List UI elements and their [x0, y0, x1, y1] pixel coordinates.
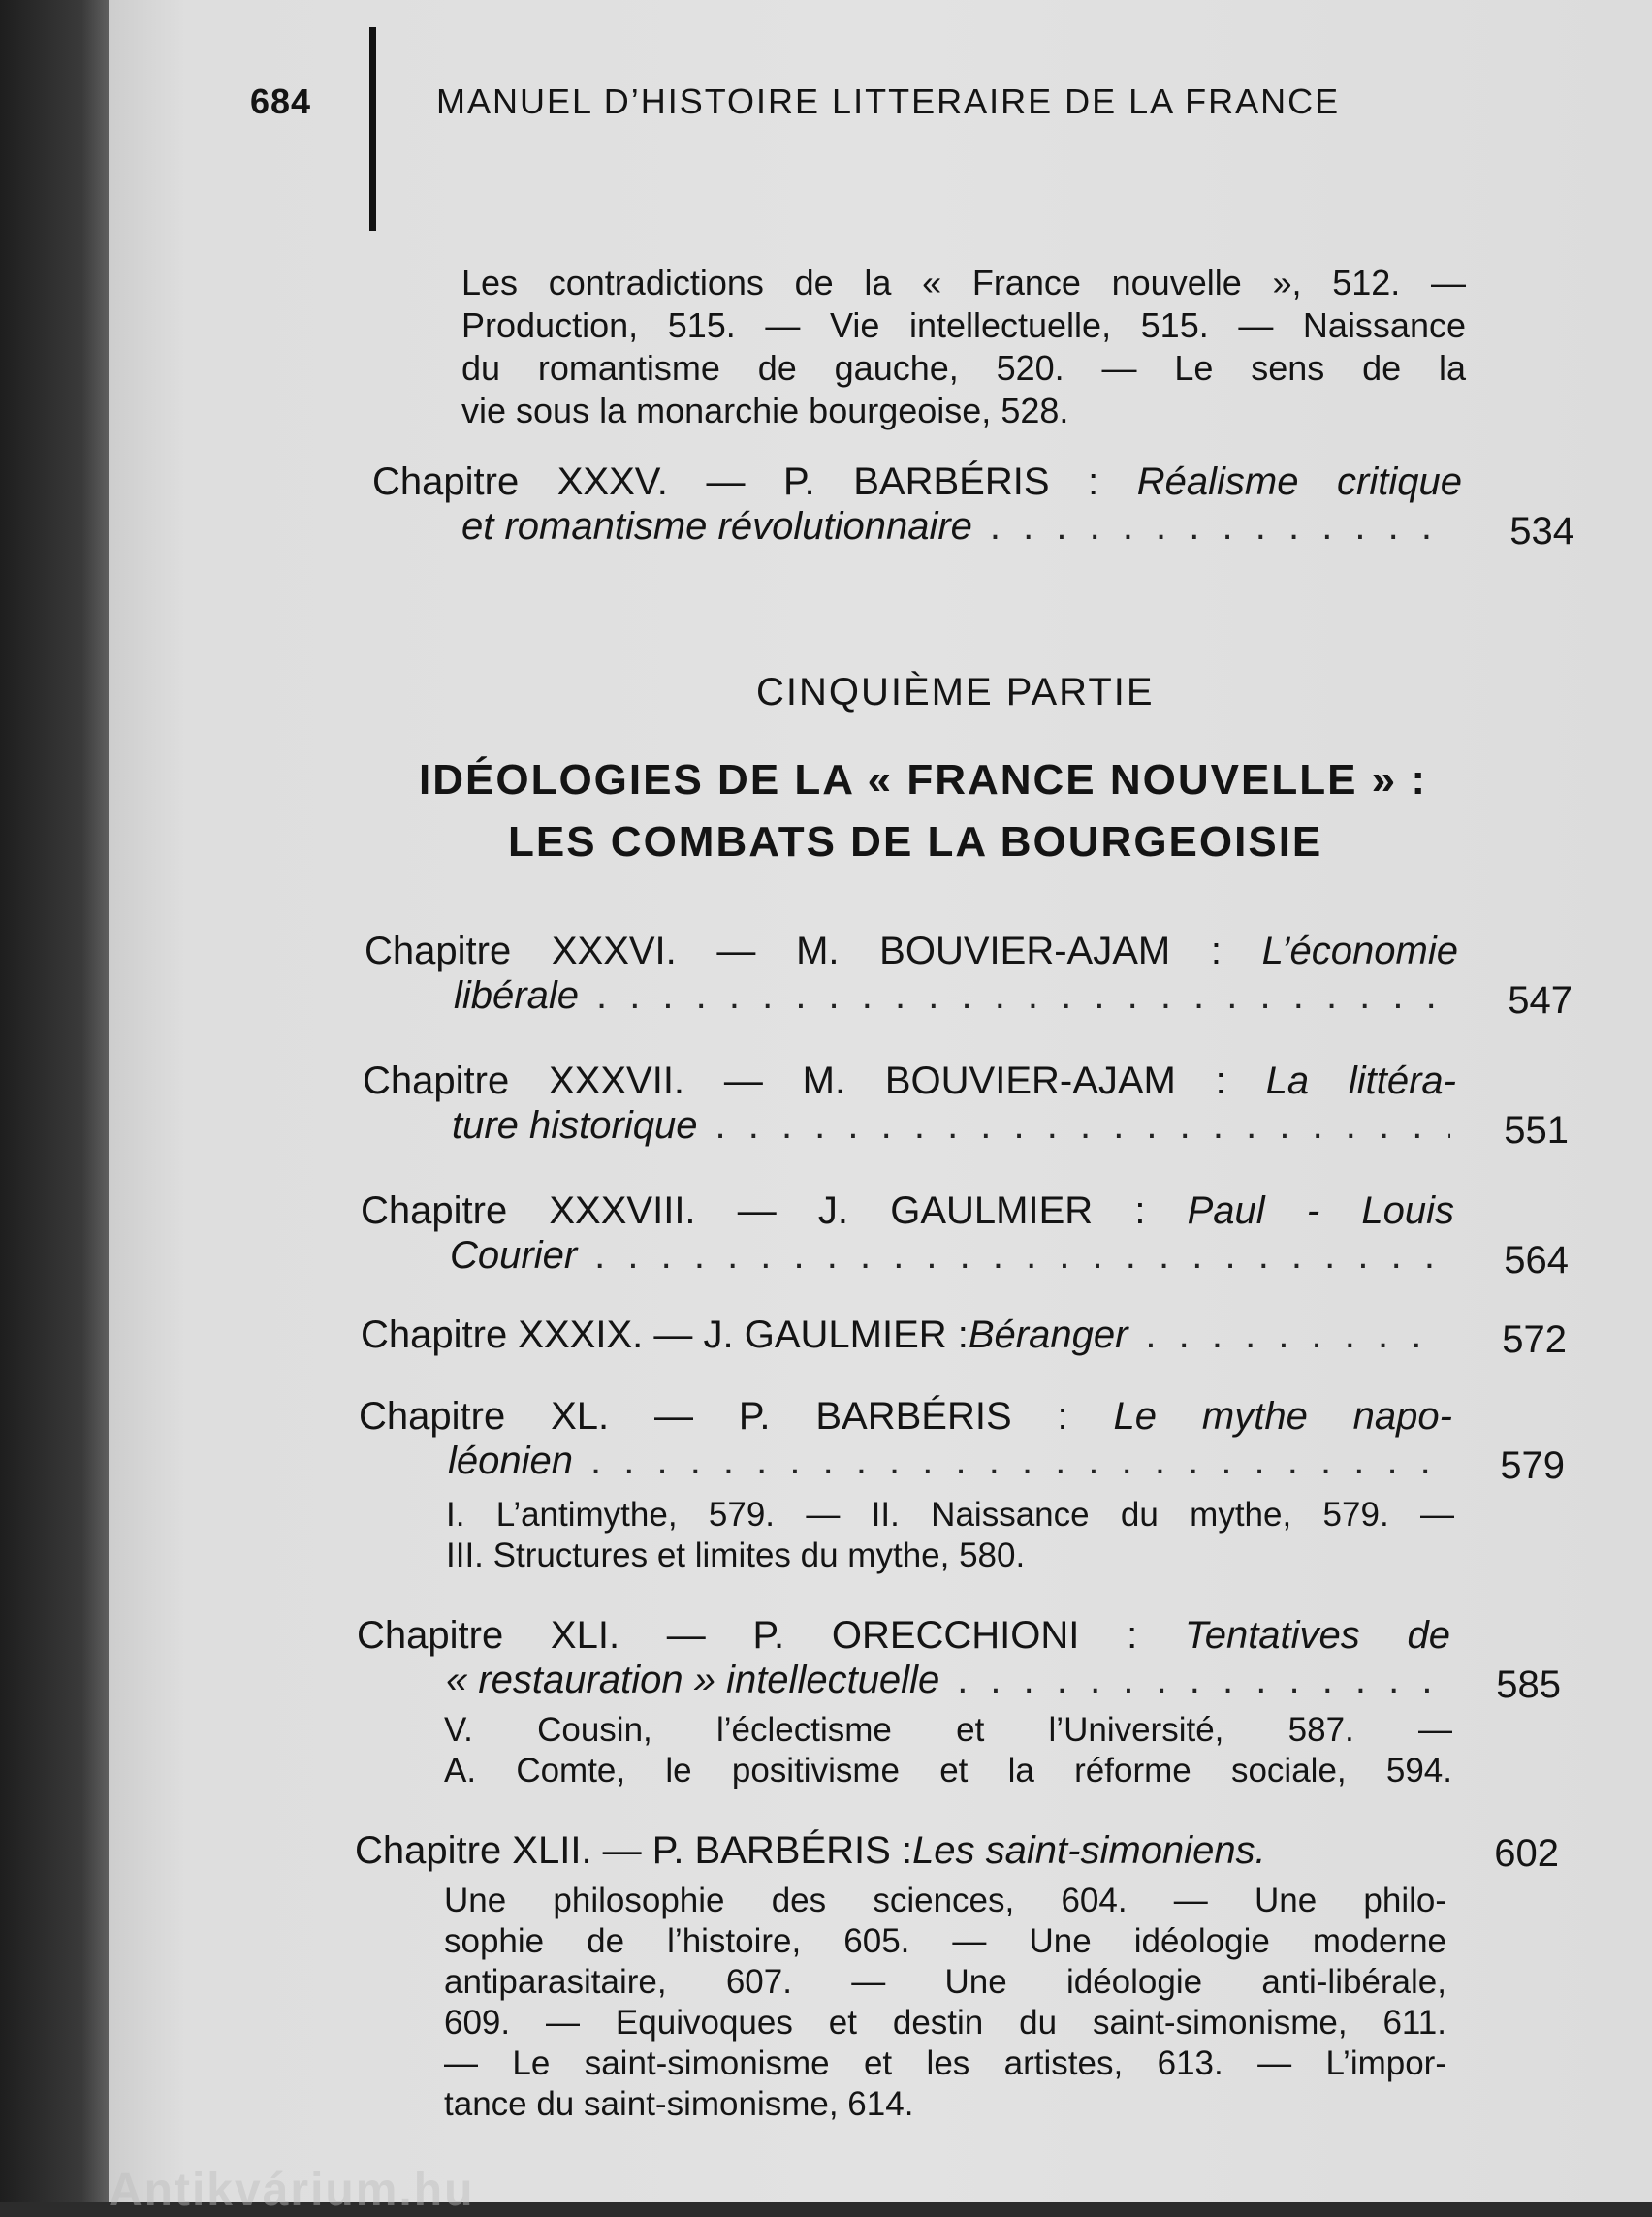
dot-leader [957, 1658, 1445, 1702]
dot-leader [1145, 1313, 1446, 1357]
summary-line: III. Structures et limites du mythe, 580. [446, 1536, 1026, 1574]
chapter-title-continued: libérale [454, 974, 579, 1017]
chapter-heading: Chapitre XL. — P. BARBÉRIS : [359, 1395, 1114, 1438]
toc-entry-chapter-37 [363, 1059, 1456, 1148]
chapter-heading: Chapitre XXXVI. — M. BOUVIER-AJAM : [365, 930, 1262, 972]
summary-line: tance du saint-simonisme, 614. [444, 2085, 914, 2123]
chapter-41-page: 585 [1496, 1663, 1561, 1706]
summary-line: Production, 515. — Vie intellectuelle, 515. — Naissance [461, 305, 1466, 345]
summary-line: du romantisme de gauche, 520. — Le sens de la [461, 348, 1466, 388]
summary-line: 609. — Equivoques et destin du saint-simonisme, 611. [444, 2004, 1446, 2042]
chapter-title: Réalisme critique [1136, 460, 1462, 503]
chapter-title: Paul - Louis [1187, 1189, 1454, 1232]
part-label: CINQUIÈME PARTIE [756, 671, 1155, 713]
toc-entry-chapter-41 [357, 1613, 1450, 1702]
toc-entry-chapter-38 [361, 1188, 1454, 1278]
running-title: MANUEL D’HISTOIRE LITTERAIRE DE LA FRANCE [436, 81, 1341, 121]
chapter-heading: Chapitre XLI. — P. ORECCHIONI : [357, 1614, 1185, 1657]
chapter-39-page: 572 [1502, 1318, 1567, 1361]
toc-entry-chapter-39 [361, 1313, 1452, 1357]
toc-entry-chapter-35 [372, 459, 1462, 549]
toc-entry-chapter-36 [365, 929, 1458, 1018]
chapter-heading: Chapitre XXXIX. — J. GAULMIER : [361, 1314, 969, 1356]
chapter-41-summary [444, 1710, 1452, 1791]
summary-line: A. Comte, le positivisme et la réforme sociale, 594. [444, 1752, 1452, 1789]
summary-line: Les contradictions de la « France nouvelle », 512. — [461, 263, 1466, 302]
page-number: 684 [250, 81, 312, 121]
summary-line: antiparasitaire, 607. — Une idéologie anti-libérale, [444, 1963, 1446, 2001]
header-divider [369, 27, 376, 231]
chapter-heading: Chapitre XXXV. — P. BARBÉRIS : [372, 460, 1137, 503]
summary-line: sophie de l’histoire, 605. — Une idéologie moderne [444, 1922, 1446, 1960]
chapter-title-continued: « restauration » intellectuelle [446, 1659, 940, 1701]
chapter-heading: Chapitre XXXVII. — M. BOUVIER-AJAM : [363, 1060, 1266, 1102]
chapter-title-continued: et romantisme révolutionnaire [461, 505, 972, 548]
summary-line: Une philosophie des sciences, 604. — Une philo- [444, 1882, 1446, 1919]
chapter-40-summary [446, 1495, 1454, 1576]
dot-leader [596, 973, 1452, 1018]
chapter-37-page: 551 [1504, 1109, 1569, 1152]
dot-leader [594, 1233, 1448, 1278]
book-spine-shadow [0, 0, 116, 2202]
summary-line: vie sous la monarchie bourgeoise, 528. [461, 391, 1069, 430]
chapter-title: Béranger [968, 1314, 1128, 1356]
chapter-42-page: 602 [1494, 1832, 1559, 1875]
toc-entry-chapter-42 [355, 1828, 1450, 1873]
chapter-title: L’économie [1261, 930, 1458, 972]
chapter-42-summary [444, 1881, 1446, 2125]
chapter-title-continued: ture historique [452, 1104, 698, 1147]
chapter-40-page: 579 [1500, 1444, 1565, 1487]
chapter-title: Le mythe napo- [1113, 1395, 1452, 1438]
chapter-36-page: 547 [1508, 979, 1573, 1022]
chapter-title-continued: Courier [450, 1234, 578, 1277]
chapter-title-continued: léonien [448, 1440, 574, 1482]
dot-leader [715, 1103, 1450, 1148]
chapter-heading: Chapitre XXXVIII. — J. GAULMIER : [361, 1189, 1188, 1232]
chapter-35-page: 534 [1509, 510, 1574, 553]
dot-leader [990, 504, 1456, 549]
part-title-line-2: LES COMBATS DE LA BOURGEOISIE [508, 818, 1323, 866]
chapter-title: Tentatives de [1184, 1614, 1451, 1657]
summary-line: — Le saint-simonisme et les artistes, 613. — L’impor- [444, 2044, 1446, 2082]
chapter-34-summary [461, 262, 1466, 432]
summary-line: V. Cousin, l’éclectisme et l’Université, 587. — [444, 1711, 1452, 1749]
toc-entry-chapter-40 [359, 1394, 1452, 1483]
part-title-line-1: IDÉOLOGIES DE LA « FRANCE NOUVELLE » : [419, 756, 1428, 804]
dot-leader [590, 1439, 1446, 1483]
summary-line: I. L’antimythe, 579. — II. Naissance du mythe, 579. — [446, 1496, 1454, 1534]
chapter-title: Les saint-simoniens. [912, 1829, 1266, 1872]
chapter-title: La littéra- [1265, 1060, 1456, 1102]
watermark: Antikvárium.hu [109, 2165, 475, 2216]
chapter-heading: Chapitre XLII. — P. BARBÉRIS : [355, 1829, 913, 1872]
chapter-38-page: 564 [1504, 1239, 1569, 1282]
